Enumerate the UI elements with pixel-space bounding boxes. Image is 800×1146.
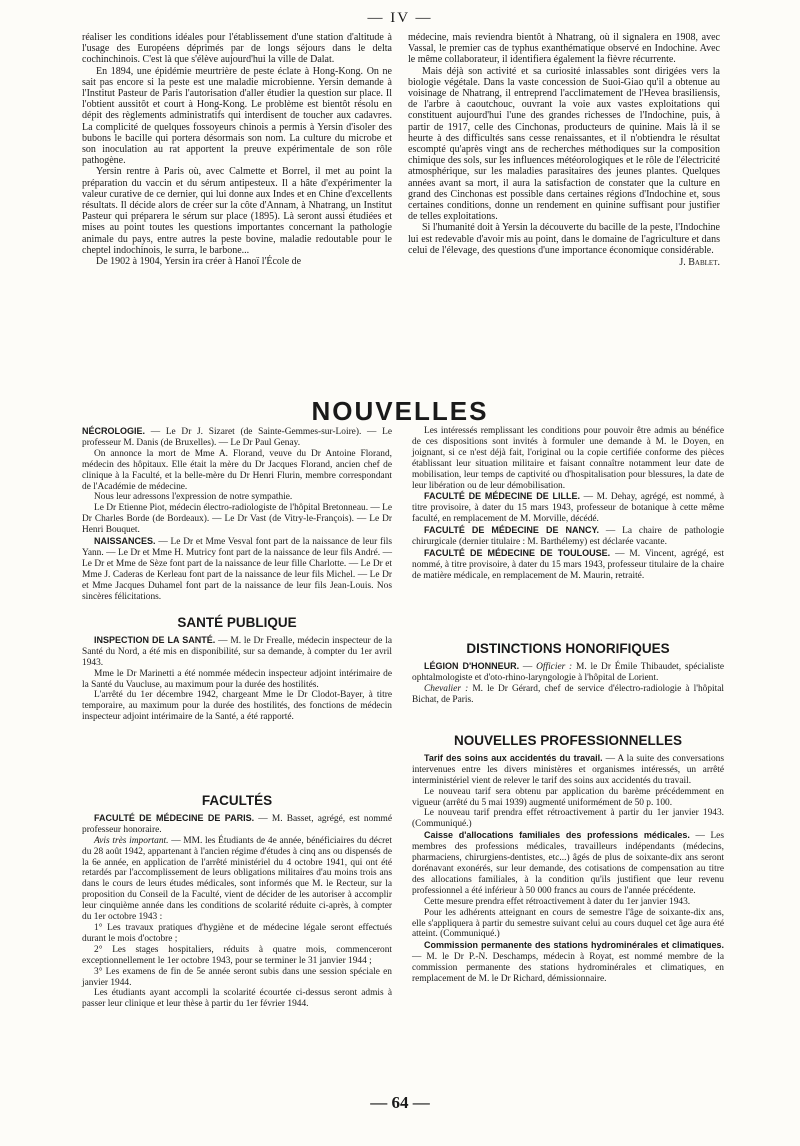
nancy-text: — La chaire de pathologie chirurgicale (dernier titulaire : M. Barthélemy) est déclarée vacante. xyxy=(412,526,724,548)
avis-label: Avis très important. xyxy=(94,835,169,846)
officier-label: Officier : xyxy=(536,661,573,672)
article-signature: J. Bablet. xyxy=(679,257,720,269)
nouvelles-title: NOUVELLES xyxy=(311,396,489,426)
sante-text: Mme le Dr Marinetti a été nommée médecin inspecteur adjoint intérimaire de la Santé du Vaucluse, au maximum pour la durée des hostilités. xyxy=(82,668,392,690)
necrologie-label: NÉCROLOGIE. xyxy=(82,426,146,436)
article-right-column xyxy=(408,32,720,268)
lille-label: FACULTÉ DE MÉDECINE DE LILLE. xyxy=(424,491,580,502)
professionnelles-section xyxy=(412,730,724,985)
necrologie-text: On annonce la mort de Mme A. Florand, veuve du Dr Antoine Florand, médecin des hôpitaux. Elle était la mère du Dr Jacques Florand, ancien chef de clinique à la Faculté, et la belle-mère du Dr Henri Flurin, membre correspondant de l'Académie de médecine. xyxy=(82,448,392,492)
legion-label: LÉGION D'HONNEUR. xyxy=(424,660,520,671)
facultes-item: 2° Les stages hospitaliers, réduits à quatre mois, commenceront exceptionnellement le 1er octobre 1943, pour se terminer le 31 janvier 1944 ; xyxy=(82,944,392,966)
caisse-text: Pour les adhérents atteignant en cours de semestre l'âge de soixante-dix ans, elle s'appliquera à partir du semestre suivant celui au cours duquel cet âge aura été atteint. (Communiqué.) xyxy=(412,907,724,940)
lille-text: — M. Dehay, agrégé, est nommé, à titre provisoire, à dater du 15 mars 1943, professeur de botanique à cette même faculté, en remplacement de M. Morville, décédé. xyxy=(412,492,725,525)
professionnelles-title: NOUVELLES PROFESSIONNELLES xyxy=(453,733,683,748)
officier-text: M. le Dr Émile Thibaudet, spécialiste ophtalmologiste et d'oto-rhino-laryngologie à l'hôpital de Lorient. xyxy=(412,661,724,683)
sante-section xyxy=(82,612,392,723)
sante-title: SANTÉ PUBLIQUE xyxy=(177,615,297,630)
facultes-section xyxy=(82,790,392,1010)
caisse-text: Cette mesure prendra effet rétroactivement à dater du 1er janvier 1943. xyxy=(424,896,691,907)
paris-label: FACULTÉ DE MÉDECINE DE PARIS. xyxy=(94,812,255,823)
tarif-text: Le nouveau tarif prendra effet rétroactivement à partir du 1er janvier 1943. (Communiqué.) xyxy=(412,808,724,830)
facultes-item: 3° Les examens de fin de 5e année seront subis dans une session spéciale en janvier 1944. xyxy=(82,966,392,988)
article-paragraph: médecine, mais reviendra bientôt à Nhatrang, où il signalera en 1908, avec Vassal, le premier cas de typhus exanthématique observé en Indochine. Avec le même collaborateur, il identifiera également la fièvre récurrente. xyxy=(408,32,720,66)
article-paragraph: réaliser les conditions idéales pour l'établissement d'une station d'altitude à l'usage des Européens déprimés par de longs séjours dans le delta cochinchinois. C'est là que s'élève aujourd'hui la ville de Dalat. xyxy=(82,32,392,66)
tarif-text: Le nouveau tarif sera obtenu par application du barème précédemment en vigueur (arrêté du 5 mai 1939) augmenté uniformément de 50 p. 100. xyxy=(412,786,724,808)
tarif-label: Tarif des soins aux accidentés du travail. xyxy=(424,752,603,763)
necrologie-text: — Le Dr J. Sizaret (de Sainte-Gemmes-sur-Loire). — Le professeur M. Danis (de Bruxelles). — Le Dr Paul Genay. xyxy=(82,427,392,448)
facultes-final: Les étudiants ayant accompli la scolarité écourtée ci-dessus seront admis à passer leur clinique et leur thèse à partir du 1er février 1944. xyxy=(82,988,392,1010)
article-paragraph: Si l'humanité doit à Yersin la découverte du bacille de la peste, l'Indochine lui est redevable d'avoir mis au point, dans le domaine de l'agriculture et dans celui de l'élevage, des questions d'une importance économique considérable. xyxy=(408,222,720,256)
necrologie-text: Le Dr Etienne Piot, médecin électro-radiologiste de l'hôpital Bretonneau. — Le Dr Charles Borde (de Bordeaux). — Le Dr Vast (de Vitry-le-François). — Le Dr Henri Bouquet. xyxy=(82,503,392,536)
distinctions-section: DISTINCTIONS HONORIFIQUES LÉGION D'HONNEUR. — Officier : M. le Dr Émile Thibaudet, spécialiste ophtalmologiste et d'oto-rhino-laryngologie à l'hôpital de Lorient. Chevalier : M. le Dr Gérard, chef de service d'électro-radiologie à l'hôpital Bichat, de Paris. xyxy=(412,641,725,705)
commission-label: Commission permanente des stations hydrominérales et climatiques. xyxy=(424,940,724,951)
commission-text: — M. le Dr P.-N. Deschamps, médecin à Royat, est nommé membre de la commission permanente des stations hydrominérales et climatiques, en remplacement de M. le Dr Richard, démissionnaire. xyxy=(412,952,724,985)
inspection-label: INSPECTION DE LA SANTÉ. xyxy=(94,634,216,645)
avis-text: — MM. les Étudiants de 4e année, bénéficiaires du décret du 28 août 1942, appartenant à l'ancien régime d'études à cinq ans ou dispensés de la 6e année, en application de l'arrêté ministériel du 4 octobre 1941, qui ont été retardés par l'accomplissement de leurs obligations militaires d'au moins trois ans dans le cours de leurs études médicales, sont informés que M. le Recteur, sur la proposition du Conseil de la Faculté, vient de décider de les autoriser à accomplir leur cinquième année dans les conditions de scolarité réduite ci-après, à compter du 1er octobre 1943 : xyxy=(82,835,393,923)
article-paragraph: Yersin rentre à Paris où, avec Calmette et Borrel, il met au point la préparation du vaccin et du sérum antipesteux. Il a hâte d'expérimenter la valeur curative de ce dernier, qui lui donne aux Indes et en Chine d'excellents résultats. Il décide alors de créer sur la côte d'Annam, à Nhatrang, un Institut Pasteur qui préparera le sérum sur place (1895). Là seront aussi étudiées et mises au point toutes les questions importantes concernant la pathologie animale du pays, entre autres la peste bovine, maladie redoutable pour le cheptel indochinois, le surra, le barbone... xyxy=(82,166,392,256)
naissances-text: — Le Dr et Mme Vesval font part de la naissance de leur fils Yann. — Le Dr et Mme H. Mutricy font part de la naissance de leur fils André. — Le Dr et Mme de Sèze font part de la naissance de leur fille Charlotte. — Le Dr et Mme J. Caderas de Kerleau font part de la naissance de leur fils Michel. — Le Dr et Mme Jacques Duhamel font part de la naissance de leur fils Jean-Louis. Nos sincères félicitations. xyxy=(82,537,392,602)
distinctions-title: DISTINCTIONS HONORIFIQUES xyxy=(466,641,670,656)
facultes-item: 1° Les travaux pratiques d'hygiène et de médecine légale seront effectués durant le mois d'octobre ; xyxy=(82,922,392,944)
caisse-label: Caisse d'allocations familiales des professions médicales. xyxy=(424,830,690,841)
paris-text: — M. Basset, agrégé, est nommé professeur honoraire. xyxy=(82,813,393,835)
admission-text: Les intéressés remplissant les conditions pour pouvoir être admis au bénéfice de ces dispositions sont invités à formuler une demande à M. le Doyen, en joignant, si ce n'est déjà fait, l'original ou la copie certifiée conforme des pièces établissant leur situation militaire et faisant connaître notamment leur date de mobilisation, leur temps de captivité ou d'hospitalisation pour blessures, la date de leur libération ou de leur démobilisation. xyxy=(412,426,724,491)
toulouse-label: FACULTÉ DE MÉDECINE DE TOULOUSE. xyxy=(424,547,611,558)
necrologie-text: Nous leur adressons l'expression de notre sympathie. xyxy=(94,492,293,503)
article-paragraph: Mais déjà son activité et sa curiosité inlassables sont dirigées vers la biologie végétale. Dans la vaste concession de Suoi-Giao qu'il a obtenue au voisinage de Nhatrang, il entreprend l'acclimatement de l'Hevea brasiliensis, de l'arbre à caoutchouc, ouvrant la voie aux vastes exploitations qui constituent aujourd'hui l'une des grandes richesses de l'Indochine, puis, à partir de 1917, celle des Cinchonas, producteurs de quinine. Mais là il se heurte à des difficultés sans cesse renaissantes, et il n'obtiendra le résultat escompté qu'après vingt ans de recherches méthodiques sur la composition chimique des sols, sur les influences météorologiques et le rôle de l'électricité atmosphérique, sur les maladies parasitaires des jeunes plantes. Quelques années avant sa mort, il aura la satisfaction de constater que la culture en grand des Cinchonas est possible dans certaines régions d'Indochine et, sous certaines conditions, donne un rendement en quinine suffisant pour justifier de telles exploitations. xyxy=(408,65,720,223)
nancy-label: FACULTÉ DE MÉDECINE DE NANCY. xyxy=(424,525,599,536)
naissances-label: NAISSANCES. xyxy=(94,536,156,547)
nouvelles-left-column xyxy=(82,426,392,603)
article-paragraph: De 1902 à 1904, Yersin ira créer à Hanoï l'École de xyxy=(96,256,302,268)
article-left-column xyxy=(82,32,392,267)
page-header: — IV — xyxy=(367,10,433,26)
tarif-text: — A la suite des conversations intervenues entre les divers ministères et organismes intéressés, un arrêté interministériel vient de relever le tarif des soins aux accidentés du travail. xyxy=(412,753,724,786)
sante-text: L'arrêté du 1er décembre 1942, chargeant Mme le Dr Clodot-Bayer, à titre temporaire, au maximum pour la durée des hostilités, des fonctions de médecin inspecteur adjoint intérimaire de la Santé, a été rapporté. xyxy=(82,690,392,723)
caisse-text: — Les membres des professions médicales, travailleurs indépendants (médecins, pharmaciens, chirurgiens-dentistes, etc...) âgés de plus de soixante-dix ans seront dorénavant exonérés, sur leur demande, des cotisations de compensation au titre des allocations familiales, à la condition qu'ils justifient que leur revenu professionnel a été inférieur à 50 000 francs au cours de l'année précédente. xyxy=(412,831,724,896)
nouvelles-right-column xyxy=(412,426,724,582)
sante-text: — M. le Dr Frealle, médecin inspecteur de la Santé du Nord, a été mis en disponibilité, sur sa demande, à compter du 1er avril 1943. xyxy=(82,635,393,668)
article-paragraph: En 1894, une épidémie meurtrière de peste éclate à Hong-Kong. On ne sait pas encore si la peste est une maladie microbienne. Yersin demande à l'Institut Pasteur de Paris l'autorisation d'aller étudier la question sur place. Il l'obtient aussitôt et court à Hong-Kong. Le problème est bientôt résolu en dépit des règlements administratifs qui interdisent de toucher aux cadavres. La complicité de quelques fossoyeurs chinois a permis à Yersin d'isoler des bubons le bacille qui portera désormais son nom. La culture du microbe et son inoculation au rat apportent la preuve expérimentale de son rôle pathogène. xyxy=(82,65,392,167)
chevalier-label: Chevalier : xyxy=(424,683,469,694)
page-footer: — 64 — xyxy=(370,1093,430,1112)
chevalier-text: M. le Dr Gérard, chef de service d'électro-radiologie à l'hôpital Bichat, de Paris. xyxy=(412,683,725,705)
facultes-title: FACULTÉS xyxy=(201,793,273,808)
toulouse-text: — M. Vincent, agrégé, est nommé, à titre provisoire, à dater du 15 mars 1943, professeur titulaire de la chaire de matière médicale, en remplacement de M. Maurin, retraité. xyxy=(412,548,724,581)
